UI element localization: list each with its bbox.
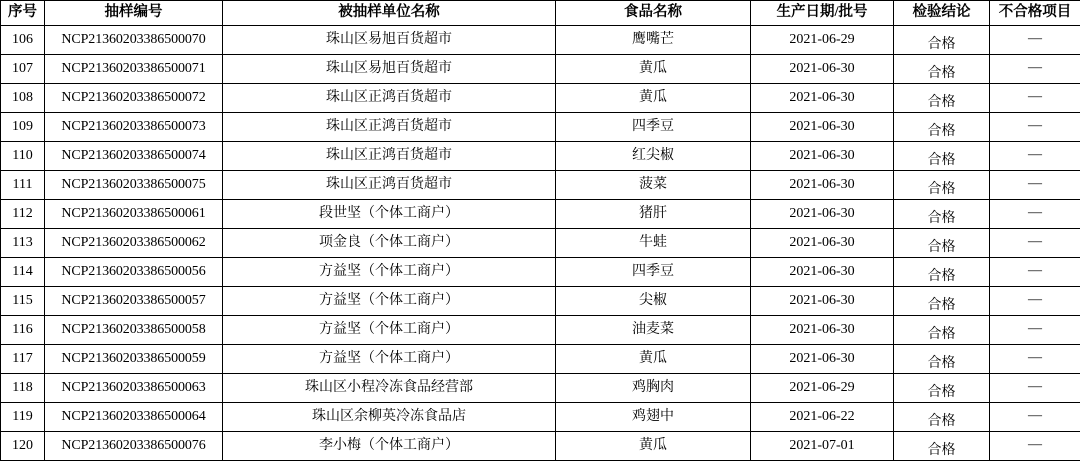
cell-failed-items xyxy=(990,287,1080,316)
cell-failed-items-text: — xyxy=(990,60,1080,75)
table-header-row xyxy=(1,1,1080,26)
cell-production-date: 2021-06-30 xyxy=(751,258,894,287)
table-row xyxy=(1,26,1080,55)
cell-food-name: 猪肝 xyxy=(556,200,751,229)
cell-sampled-unit: 珠山区正鸿百货超市 xyxy=(223,113,556,142)
cell-failed-items xyxy=(990,113,1080,142)
column-header-food-name: 食品名称 xyxy=(556,1,751,26)
cell-seq: 119 xyxy=(1,403,45,432)
cell-failed-items xyxy=(990,258,1080,287)
cell-failed-items xyxy=(990,345,1080,374)
cell-seq: 106 xyxy=(1,26,45,55)
cell-conclusion xyxy=(894,287,990,316)
cell-conclusion xyxy=(894,113,990,142)
cell-food-name: 黄瓜 xyxy=(556,55,751,84)
cell-seq: 114 xyxy=(1,258,45,287)
cell-failed-items-text: — xyxy=(990,31,1080,46)
cell-production-date: 2021-06-30 xyxy=(751,113,894,142)
table-row xyxy=(1,84,1080,113)
cell-seq: 113 xyxy=(1,229,45,258)
cell-conclusion-text: 合格 xyxy=(894,240,989,255)
cell-food-name: 黄瓜 xyxy=(556,84,751,113)
cell-sampled-unit: 方益坚（个体工商户） xyxy=(223,316,556,345)
cell-failed-items xyxy=(990,200,1080,229)
cell-conclusion xyxy=(894,84,990,113)
cell-production-date: 2021-06-30 xyxy=(751,84,894,113)
cell-production-date: 2021-06-29 xyxy=(751,26,894,55)
column-header-failed-items: 不合格项目 xyxy=(990,1,1080,26)
cell-sampled-unit: 项金良（个体工商户） xyxy=(223,229,556,258)
cell-production-date: 2021-06-30 xyxy=(751,345,894,374)
cell-seq: 118 xyxy=(1,374,45,403)
cell-sample-code: NCP21360203386500063 xyxy=(45,374,223,403)
cell-sample-code: NCP21360203386500073 xyxy=(45,113,223,142)
cell-production-date: 2021-06-22 xyxy=(751,403,894,432)
cell-failed-items-text: — xyxy=(990,205,1080,220)
cell-food-name: 菠菜 xyxy=(556,171,751,200)
table-row xyxy=(1,229,1080,258)
cell-failed-items xyxy=(990,229,1080,258)
cell-conclusion-text: 合格 xyxy=(894,385,989,400)
cell-sample-code: NCP21360203386500062 xyxy=(45,229,223,258)
cell-sampled-unit: 珠山区余柳英冷冻食品店 xyxy=(223,403,556,432)
cell-food-name: 鹰嘴芒 xyxy=(556,26,751,55)
cell-seq: 108 xyxy=(1,84,45,113)
cell-conclusion-text: 合格 xyxy=(894,443,989,458)
cell-seq: 111 xyxy=(1,171,45,200)
cell-failed-items-text: — xyxy=(990,89,1080,104)
cell-conclusion xyxy=(894,26,990,55)
cell-sample-code: NCP21360203386500058 xyxy=(45,316,223,345)
cell-conclusion-text: 合格 xyxy=(894,269,989,284)
table-row xyxy=(1,432,1080,461)
table-row xyxy=(1,316,1080,345)
cell-food-name: 鸡胸肉 xyxy=(556,374,751,403)
table-row xyxy=(1,374,1080,403)
cell-seq: 107 xyxy=(1,55,45,84)
cell-sample-code: NCP21360203386500064 xyxy=(45,403,223,432)
cell-failed-items-text: — xyxy=(990,118,1080,133)
cell-sample-code: NCP21360203386500070 xyxy=(45,26,223,55)
cell-conclusion xyxy=(894,403,990,432)
cell-production-date: 2021-07-01 xyxy=(751,432,894,461)
cell-sampled-unit: 方益坚（个体工商户） xyxy=(223,287,556,316)
cell-conclusion xyxy=(894,316,990,345)
cell-conclusion xyxy=(894,258,990,287)
table-row xyxy=(1,113,1080,142)
table-row xyxy=(1,142,1080,171)
cell-seq: 116 xyxy=(1,316,45,345)
cell-failed-items-text: — xyxy=(990,176,1080,191)
cell-sample-code: NCP21360203386500076 xyxy=(45,432,223,461)
cell-failed-items-text: — xyxy=(990,379,1080,394)
cell-failed-items xyxy=(990,316,1080,345)
cell-food-name: 红尖椒 xyxy=(556,142,751,171)
cell-conclusion-text: 合格 xyxy=(894,182,989,197)
column-header-sample-code: 抽样编号 xyxy=(45,1,223,26)
cell-failed-items-text: — xyxy=(990,234,1080,249)
cell-food-name: 四季豆 xyxy=(556,258,751,287)
table-row xyxy=(1,287,1080,316)
column-header-seq: 序号 xyxy=(1,1,45,26)
cell-failed-items-text: — xyxy=(990,292,1080,307)
cell-production-date: 2021-06-30 xyxy=(751,142,894,171)
cell-food-name: 牛蛙 xyxy=(556,229,751,258)
cell-failed-items-text: — xyxy=(990,321,1080,336)
cell-conclusion-text: 合格 xyxy=(894,153,989,168)
cell-conclusion-text: 合格 xyxy=(894,211,989,226)
cell-failed-items xyxy=(990,26,1080,55)
cell-sampled-unit: 珠山区正鸿百货超市 xyxy=(223,171,556,200)
cell-failed-items xyxy=(990,55,1080,84)
cell-sample-code: NCP21360203386500075 xyxy=(45,171,223,200)
cell-food-name: 黄瓜 xyxy=(556,432,751,461)
column-header-sampled-unit: 被抽样单位名称 xyxy=(223,1,556,26)
cell-sampled-unit: 珠山区正鸿百货超市 xyxy=(223,84,556,113)
cell-sample-code: NCP21360203386500059 xyxy=(45,345,223,374)
table-row xyxy=(1,258,1080,287)
cell-food-name: 四季豆 xyxy=(556,113,751,142)
cell-failed-items-text: — xyxy=(990,147,1080,162)
cell-production-date: 2021-06-29 xyxy=(751,374,894,403)
cell-failed-items-text: — xyxy=(990,263,1080,278)
cell-sample-code: NCP21360203386500057 xyxy=(45,287,223,316)
cell-conclusion-text: 合格 xyxy=(894,37,989,52)
cell-conclusion-text: 合格 xyxy=(894,414,989,429)
cell-conclusion xyxy=(894,374,990,403)
cell-failed-items xyxy=(990,142,1080,171)
cell-conclusion-text: 合格 xyxy=(894,124,989,139)
cell-conclusion xyxy=(894,171,990,200)
table-row xyxy=(1,345,1080,374)
cell-sampled-unit: 珠山区小程冷冻食品经营部 xyxy=(223,374,556,403)
cell-sample-code: NCP21360203386500074 xyxy=(45,142,223,171)
table-row xyxy=(1,200,1080,229)
cell-sampled-unit: 李小梅（个体工商户） xyxy=(223,432,556,461)
cell-failed-items xyxy=(990,403,1080,432)
cell-production-date: 2021-06-30 xyxy=(751,55,894,84)
table-row xyxy=(1,403,1080,432)
cell-sampled-unit: 方益坚（个体工商户） xyxy=(223,345,556,374)
cell-seq: 109 xyxy=(1,113,45,142)
cell-conclusion-text: 合格 xyxy=(894,327,989,342)
cell-seq: 112 xyxy=(1,200,45,229)
cell-food-name: 油麦菜 xyxy=(556,316,751,345)
cell-failed-items-text: — xyxy=(990,408,1080,423)
cell-sample-code: NCP21360203386500056 xyxy=(45,258,223,287)
cell-conclusion xyxy=(894,345,990,374)
cell-seq: 110 xyxy=(1,142,45,171)
cell-sampled-unit: 方益坚（个体工商户） xyxy=(223,258,556,287)
cell-failed-items xyxy=(990,171,1080,200)
cell-failed-items-text: — xyxy=(990,437,1080,452)
cell-seq: 120 xyxy=(1,432,45,461)
cell-sample-code: NCP21360203386500072 xyxy=(45,84,223,113)
table-row xyxy=(1,171,1080,200)
table-body xyxy=(1,26,1080,461)
cell-conclusion-text: 合格 xyxy=(894,298,989,313)
table-row xyxy=(1,55,1080,84)
table-header xyxy=(1,1,1080,26)
cell-sampled-unit: 珠山区正鸿百货超市 xyxy=(223,142,556,171)
cell-conclusion xyxy=(894,55,990,84)
cell-failed-items xyxy=(990,374,1080,403)
cell-conclusion xyxy=(894,142,990,171)
cell-sampled-unit: 段世坚（个体工商户） xyxy=(223,200,556,229)
cell-production-date: 2021-06-30 xyxy=(751,171,894,200)
cell-seq: 117 xyxy=(1,345,45,374)
column-header-production-date: 生产日期/批号 xyxy=(751,1,894,26)
cell-production-date: 2021-06-30 xyxy=(751,229,894,258)
cell-production-date: 2021-06-30 xyxy=(751,200,894,229)
cell-failed-items xyxy=(990,84,1080,113)
cell-failed-items-text: — xyxy=(990,350,1080,365)
column-header-conclusion: 检验结论 xyxy=(894,1,990,26)
cell-food-name: 黄瓜 xyxy=(556,345,751,374)
cell-conclusion xyxy=(894,432,990,461)
cell-conclusion-text: 合格 xyxy=(894,356,989,371)
cell-seq: 115 xyxy=(1,287,45,316)
cell-sample-code: NCP21360203386500071 xyxy=(45,55,223,84)
cell-conclusion-text: 合格 xyxy=(894,95,989,110)
cell-production-date: 2021-06-30 xyxy=(751,287,894,316)
cell-sample-code: NCP21360203386500061 xyxy=(45,200,223,229)
cell-conclusion xyxy=(894,229,990,258)
cell-failed-items xyxy=(990,432,1080,461)
cell-sampled-unit: 珠山区易旭百货超市 xyxy=(223,55,556,84)
cell-conclusion xyxy=(894,200,990,229)
cell-food-name: 尖椒 xyxy=(556,287,751,316)
cell-conclusion-text: 合格 xyxy=(894,66,989,81)
cell-production-date: 2021-06-30 xyxy=(751,316,894,345)
cell-food-name: 鸡翅中 xyxy=(556,403,751,432)
cell-sampled-unit: 珠山区易旭百货超市 xyxy=(223,26,556,55)
